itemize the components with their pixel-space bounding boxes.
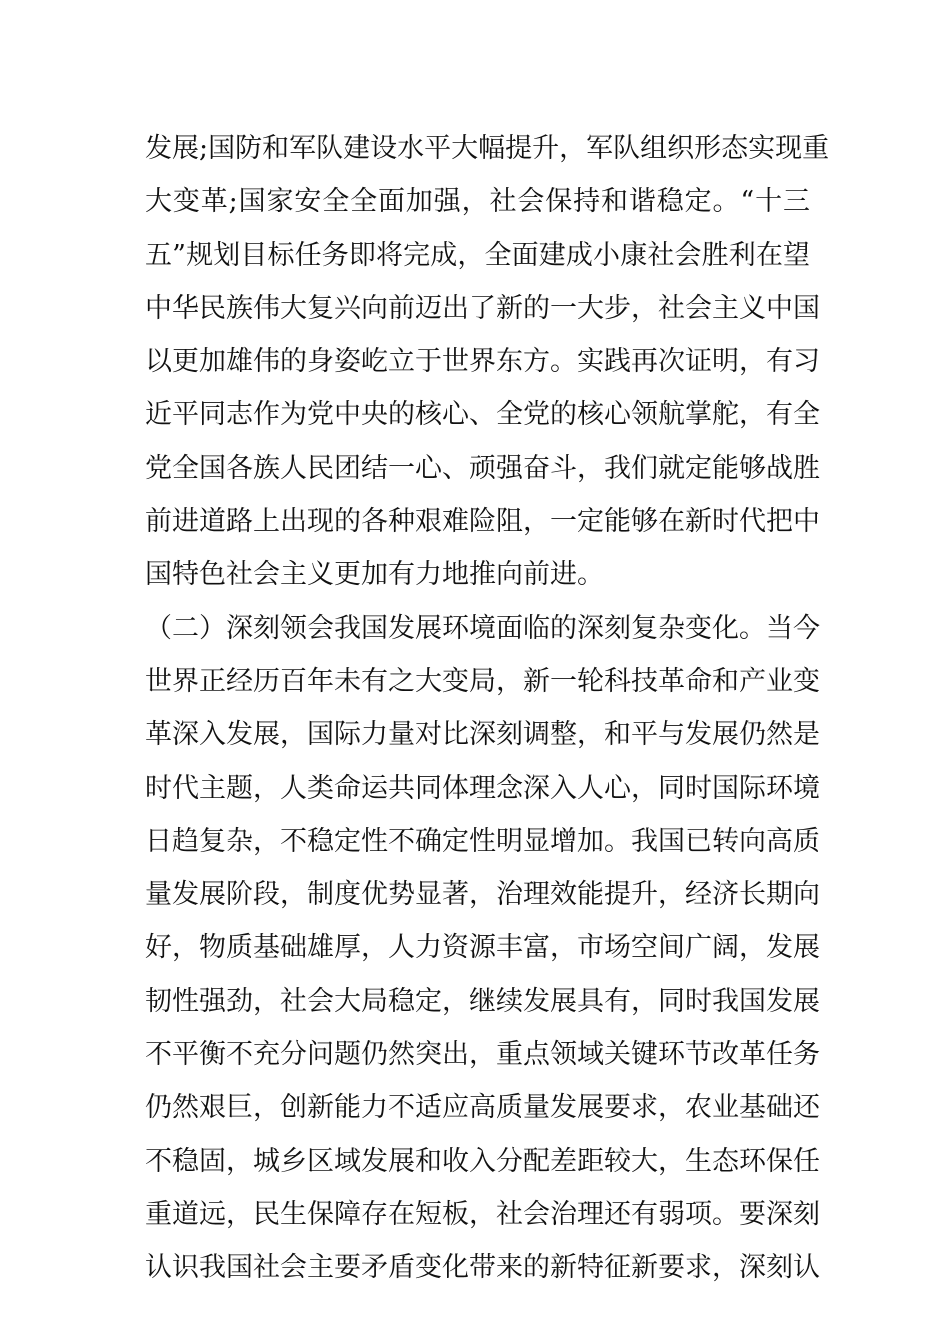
text-line-1: 发展;国防和军队建设水平大幅提升，军队组织形态实现重 (145, 133, 830, 164)
text-line-14: 日趋复杂，不稳定性不确定性明显增加。我国已转向高质 (145, 825, 820, 857)
body-text (145, 122, 830, 1295)
text-line-3: 五”规划目标任务即将完成，全面建成小康社会胜利在望 (145, 239, 810, 271)
text-line-5: 以更加雄伟的身姿屹立于世界东方。实践再次证明，有习 (145, 346, 820, 378)
text-line-21: 重道远，民生保障存在短板，社会治理还有弱项。要深刻 (145, 1198, 820, 1230)
text-line-11: 世界正经历百年未有之大变局，新一轮科技革命和产业变 (145, 665, 820, 697)
text-line-15: 量发展阶段，制度优势显著，治理效能提升，经济长期向 (145, 879, 820, 911)
text-line-4: 中华民族伟大复兴向前迈出了新的一大步，社会主义中国 (145, 292, 820, 324)
text-line-6: 近平同志作为党中央的核心、全党的核心领航掌舵，有全 (145, 399, 820, 431)
text-line-2: 大变革;国家安全全面加强，社会保持和谐稳定。“十三 (145, 186, 810, 218)
text-line-17: 韧性强劲，社会大局稳定，继续发展具有，同时我国发展 (145, 985, 820, 1017)
text-line-8: 前进道路上出现的各种艰难险阻，一定能够在新时代把中 (145, 506, 820, 538)
text-line-9-paragraph-end: 国特色社会主义更加有力地推向前进。 (145, 559, 604, 591)
text-line-20: 不稳固，城乡区域发展和收入分配差距较大，生态环保任 (145, 1145, 820, 1177)
text-line-13: 时代主题，人类命运共同体理念深入人心，同时国际环境 (145, 772, 820, 804)
text-line-16: 好，物质基础雄厚，人力资源丰富，市场空间广阔，发展 (145, 932, 820, 964)
text-line-22: 认识我国社会主要矛盾变化带来的新特征新要求，深刻认 (145, 1252, 820, 1284)
text-line-10-section-heading: （二）深刻领会我国发展环境面临的深刻复杂变化。当今 (145, 612, 820, 644)
text-line-7: 党全国各族人民团结一心、顽强奋斗，我们就定能够战胜 (145, 452, 820, 484)
text-line-19: 仍然艰巨，创新能力不适应高质量发展要求，农业基础还 (145, 1092, 820, 1124)
text-line-18: 不平衡不充分问题仍然突出，重点领域关键环节改革任务 (145, 1039, 820, 1071)
text-line-12: 革深入发展，国际力量对比深刻调整，和平与发展仍然是 (145, 719, 820, 751)
